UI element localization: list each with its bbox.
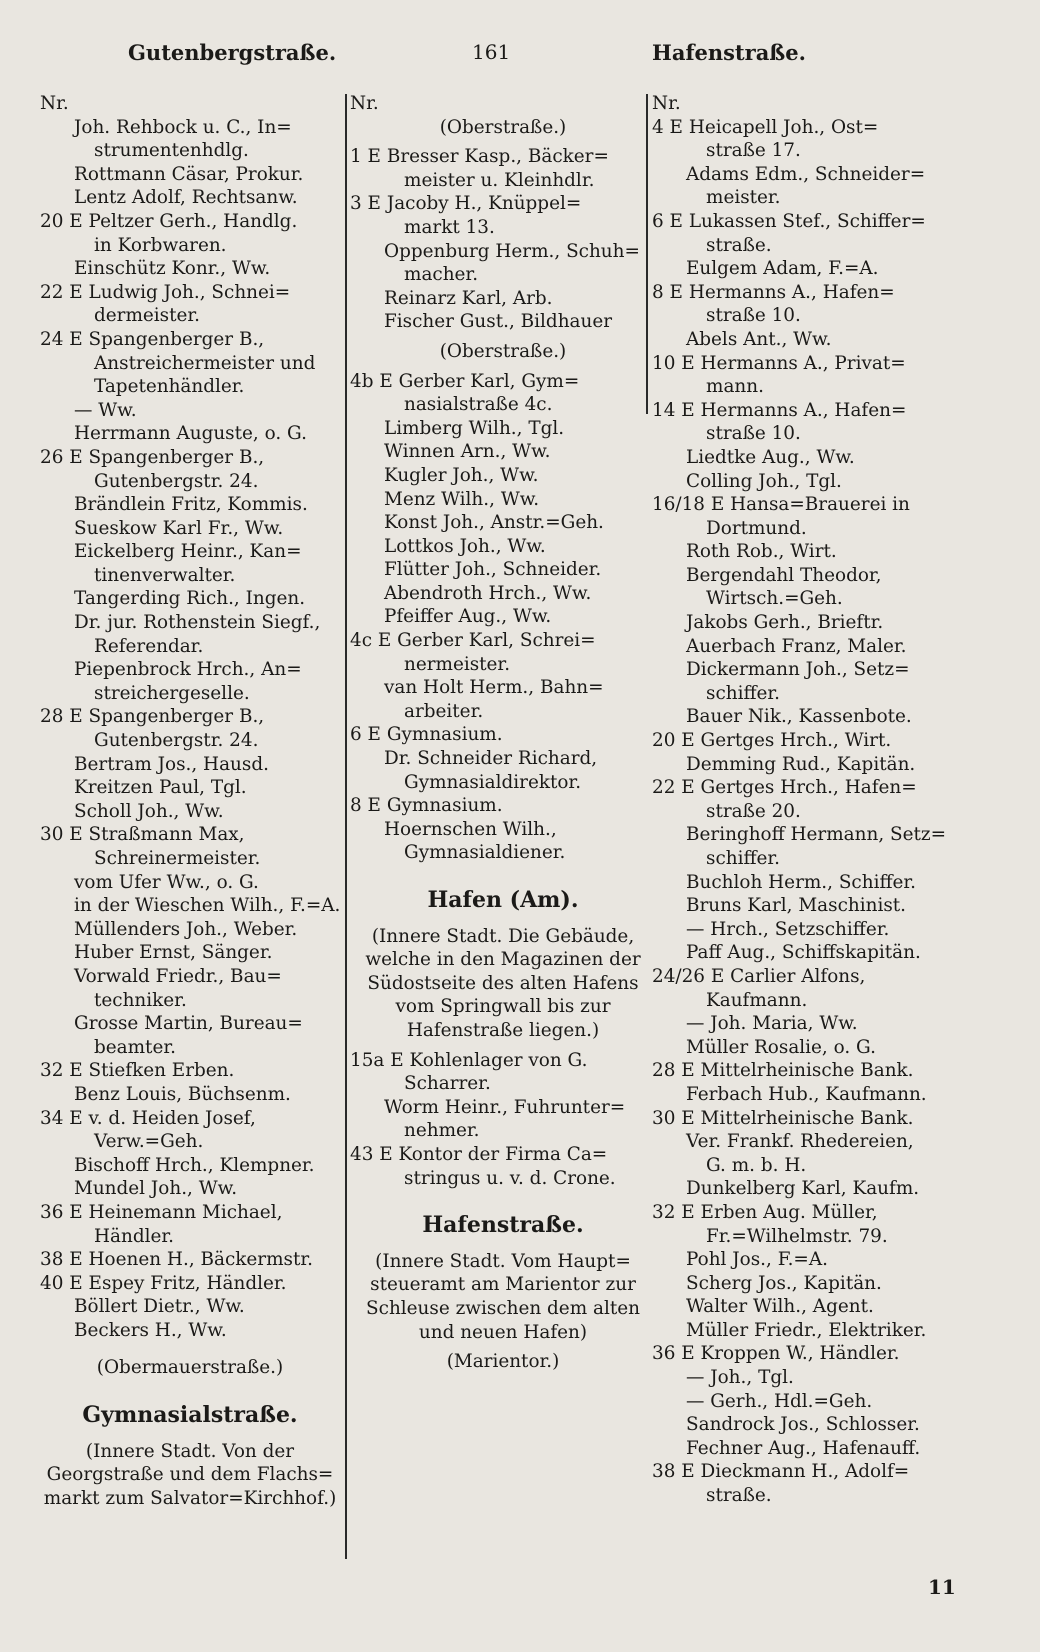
directory-entry: Konst Joh., Anstr.=Geh.: [384, 512, 604, 534]
directory-entry: 6 E Lukassen Stef., Schiffer=: [652, 210, 926, 232]
directory-entry: tinenverwalter.: [94, 564, 236, 586]
directory-entry: Schreinermeister.: [94, 848, 261, 869]
directory-entry: Scherg Jos., Kapitän.: [686, 1272, 882, 1294]
directory-entry: 30 E Mittelrheinische Bank.: [652, 1107, 914, 1129]
directory-entry: in der Wieschen Wilh., F.=A.: [74, 895, 340, 917]
directory-entry: Joh. Rehbock u. C., In=: [74, 116, 292, 138]
directory-entry: Adams Edm., Schneider=: [686, 163, 926, 185]
directory-entry: nermeister.: [404, 653, 511, 675]
directory-entry: 32 E Erben Aug. Müller,: [652, 1201, 878, 1223]
directory-entry: straße 10.: [706, 423, 801, 445]
directory-entry: macher.: [404, 264, 479, 286]
directory-entry: Huber Ernst, Sänger.: [74, 942, 273, 964]
directory-entry: Abendroth Hrch., Ww.: [384, 582, 592, 604]
directory-entry: Dr. Schneider Richard,: [384, 748, 598, 770]
directory-entry: 40 E Espey Fritz, Händler.: [40, 1272, 287, 1294]
directory-entry: 38 E Dieckmann H., Adolf=: [652, 1461, 910, 1483]
directory-entry: Hoernschen Wilh.,: [384, 818, 557, 840]
directory-entry: Demming Rud., Kapitän.: [686, 753, 916, 775]
directory-entry: Fr.=Wilhelmstr. 79.: [706, 1225, 888, 1247]
page-number: 161: [472, 40, 511, 64]
directory-entry: 15a E Kohlenlager von G.: [350, 1049, 588, 1071]
directory-entry: 30 E Straßmann Max,: [40, 824, 245, 846]
directory-entry: Bauer Nik., Kassenbote.: [686, 706, 912, 728]
directory-entry: Kreitzen Paul, Tgl.: [74, 777, 247, 799]
directory-entry: 4 E Heicapell Joh., Ost=: [652, 116, 879, 138]
directory-entry: Vorwald Friedr., Bau=: [74, 965, 282, 987]
running-header-right: Hafenstraße.: [652, 40, 806, 65]
street-note: vom Springwall bis zur: [395, 996, 611, 1018]
directory-entry: Gutenbergstr. 24.: [94, 730, 259, 752]
column-divider-1: [345, 94, 347, 1559]
directory-entry: Ferbach Hub., Kaufmann.: [686, 1083, 927, 1105]
directory-entry: Benz Louis, Büchsenm.: [74, 1083, 291, 1105]
street-note: (Innere Stadt. Von der: [85, 1440, 295, 1462]
directory-entry: Dr. jur. Rothenstein Siegf.,: [74, 612, 321, 634]
column-1: [40, 92, 340, 1510]
directory-entry: Piepenbrock Hrch., An=: [74, 659, 302, 681]
directory-entry: van Holt Herm., Bahn=: [384, 677, 604, 699]
directory-entry: Beringhoff Hermann, Setz=: [686, 824, 946, 846]
directory-entry: 34 E v. d. Heiden Josef,: [40, 1107, 256, 1129]
directory-entry: Dortmund.: [706, 517, 807, 539]
directory-entry: Pohl Jos., F.=A.: [686, 1249, 828, 1271]
directory-entry: Müller Friedr., Elektriker.: [686, 1319, 927, 1341]
directory-entry: 36 E Kroppen W., Händler.: [652, 1343, 900, 1365]
directory-entry: Lottkos Joh., Ww.: [384, 535, 546, 557]
street-heading: Hafenstraße.: [422, 1214, 584, 1238]
directory-entry: straße 20.: [706, 800, 801, 822]
street-note: (Marientor.): [446, 1351, 560, 1373]
directory-entry: Kaufmann.: [706, 989, 808, 1011]
directory-entry: Grosse Martin, Bureau=: [74, 1013, 303, 1035]
street-note: (Obermauerstraße.): [96, 1357, 284, 1379]
street-note: (Innere Stadt. Die Gebäude,: [371, 925, 635, 947]
directory-entry: Gymnasialdirektor.: [404, 771, 582, 793]
directory-entry: Böllert Dietr., Ww.: [74, 1296, 245, 1318]
directory-entry: 22 E Ludwig Joh., Schnei=: [40, 281, 291, 303]
directory-entry: 16/18 E Hansa=Brauerei in: [652, 494, 910, 516]
directory-entry: 24/26 E Carlier Alfons,: [652, 965, 866, 987]
street-note: und neuen Hafen): [418, 1321, 588, 1343]
directory-entry: Flütter Joh., Schneider.: [384, 559, 602, 581]
directory-entry: Scholl Joh., Ww.: [74, 800, 224, 822]
sheet-signature: 11: [928, 1575, 956, 1599]
directory-entry: Rottmann Cäsar, Prokur.: [74, 163, 304, 185]
directory-entry: 8 E Hermanns A., Hafen=: [652, 281, 895, 303]
directory-entry: arbeiter.: [404, 700, 484, 722]
directory-entry: Herrmann Auguste, o. G.: [74, 423, 307, 445]
street-note: Schleuse zwischen dem alten: [366, 1297, 640, 1319]
directory-entry: techniker.: [94, 989, 187, 1011]
directory-entry: — Hrch., Setzschiffer.: [686, 918, 890, 940]
directory-entry: Lentz Adolf, Rechtsanw.: [74, 187, 298, 209]
directory-entry: Colling Joh., Tgl.: [686, 470, 842, 492]
directory-entry: Müllenders Joh., Weber.: [74, 918, 298, 940]
directory-entry: Händler.: [94, 1225, 175, 1247]
directory-entry: — Gerh., Hdl.=Geh.: [686, 1390, 873, 1412]
directory-entry: Roth Rob., Wirt.: [686, 541, 837, 563]
column-2: [350, 92, 656, 1374]
directory-entry: Fechner Aug., Hafenauff.: [686, 1437, 921, 1459]
directory-entry: Walter Wilh., Agent.: [686, 1296, 874, 1318]
directory-entry: Nr.: [40, 93, 69, 114]
street-note: welche in den Magazinen der: [365, 949, 641, 971]
directory-entry: Müller Rosalie, o. G.: [686, 1036, 876, 1058]
directory-entry: 4b E Gerber Karl, Gym=: [350, 370, 580, 392]
directory-entry: Anstreichermeister und: [94, 352, 316, 374]
directory-entry: Gutenbergstr. 24.: [94, 470, 259, 492]
directory-entry: Tapetenhändler.: [94, 376, 245, 398]
directory-entry: Pfeiffer Aug., Ww.: [384, 606, 552, 628]
directory-entry: 28 E Mittelrheinische Bank.: [652, 1060, 914, 1082]
directory-entry: Dunkelberg Karl, Kaufm.: [686, 1178, 920, 1200]
directory-entry: Wirtsch.=Geh.: [706, 588, 843, 610]
directory-entry: mann.: [706, 376, 764, 398]
directory-entry: 36 E Heinemann Michael,: [40, 1201, 283, 1223]
directory-entry: straße.: [706, 1485, 772, 1507]
directory-entry: Jakobs Gerh., Brieftr.: [686, 612, 884, 634]
directory-entry: 8 E Gymnasium.: [350, 795, 503, 817]
directory-entry: Worm Heinr., Fuhrunter=: [384, 1096, 626, 1118]
street-heading: Hafen (Am).: [427, 889, 579, 913]
directory-entry: Reinarz Karl, Arb.: [384, 287, 553, 309]
directory-entry: 20 E Gertges Hrch., Wirt.: [652, 730, 892, 752]
directory-entry: Beckers H., Ww.: [74, 1319, 227, 1341]
directory-entry: Buchloh Herm., Schiffer.: [686, 871, 917, 893]
directory-entry: 26 E Spangenberger B.,: [40, 446, 265, 468]
street-note: Hafenstraße liegen.): [406, 1019, 600, 1041]
directory-entry: 28 E Spangenberger B.,: [40, 706, 265, 728]
directory-entry: 22 E Gertges Hrch., Hafen=: [652, 777, 917, 799]
directory-entry: nasialstraße 4c.: [404, 394, 553, 416]
directory-entry: Winnen Arn., Ww.: [384, 441, 551, 463]
directory-entry: schiffer.: [706, 682, 781, 704]
directory-entry: 24 E Spangenberger B.,: [40, 328, 265, 350]
directory-entry: nehmer.: [404, 1120, 480, 1142]
directory-entry: Gymnasialdiener.: [404, 842, 566, 864]
directory-entry: markt 13.: [404, 216, 495, 238]
directory-entry: straße.: [706, 234, 772, 256]
directory-entry: Eickelberg Heinr., Kan=: [74, 541, 302, 563]
directory-entry: Sandrock Jos., Schlosser.: [686, 1414, 920, 1436]
directory-entry: 14 E Hermanns A., Hafen=: [652, 399, 907, 421]
street-note: Georgstraße und dem Flachs=: [46, 1464, 334, 1486]
directory-entry: Limberg Wilh., Tgl.: [384, 417, 565, 439]
directory-entry: Nr.: [652, 93, 681, 114]
directory-entry: — Ww.: [74, 399, 137, 421]
directory-entry: Liedtke Aug., Ww.: [686, 446, 855, 468]
directory-entry: in Korbwaren.: [94, 234, 227, 256]
directory-entry: G. m. b. H.: [706, 1154, 807, 1176]
directory-entry: Nr.: [350, 93, 379, 114]
directory-entry: Oppenburg Herm., Schuh=: [384, 240, 640, 262]
directory-entry: Eulgem Adam, F.=A.: [686, 258, 879, 280]
street-note: (Oberstraße.): [439, 340, 567, 362]
directory-entry: meister u. Kleinhdlr.: [404, 169, 595, 191]
directory-entry: Dickermann Joh., Setz=: [686, 659, 910, 681]
directory-entry: 1 E Bresser Kasp., Bäcker=: [350, 146, 609, 168]
directory-entry: Kugler Joh., Ww.: [384, 464, 539, 486]
directory-entry: Mundel Joh., Ww.: [74, 1178, 238, 1200]
directory-entry: straße 10.: [706, 305, 801, 327]
street-note: (Oberstraße.): [439, 116, 567, 138]
directory-entry: Paff Aug., Schiffskapitän.: [686, 942, 921, 964]
directory-entry: 4c E Gerber Karl, Schrei=: [350, 630, 596, 652]
directory-entry: Bertram Jos., Hausd.: [74, 753, 269, 775]
directory-entry: Referendar.: [94, 635, 204, 657]
spacer: [40, 1342, 340, 1356]
directory-entry: Auerbach Franz, Maler.: [686, 635, 907, 657]
directory-entry: stringus u. v. d. Crone.: [404, 1167, 616, 1189]
directory-entry: — Joh. Maria, Ww.: [686, 1013, 858, 1035]
directory-entry: vom Ufer Ww., o. G.: [74, 871, 259, 893]
directory-entry: — Joh., Tgl.: [686, 1367, 794, 1389]
directory-entry: Verw.=Geh.: [94, 1131, 204, 1153]
directory-entry: 6 E Gymnasium.: [350, 724, 503, 746]
column-3: [652, 92, 964, 1508]
directory-entry: Scharrer.: [404, 1073, 491, 1095]
directory-entry: Brändlein Fritz, Kommis.: [74, 494, 308, 516]
directory-entry: dermeister.: [94, 305, 200, 327]
directory-entry: meister.: [706, 187, 781, 209]
street-note: Südostseite des alten Hafens: [367, 972, 639, 994]
directory-entry: schiffer.: [706, 848, 781, 869]
directory-entry: 10 E Hermanns A., Privat=: [652, 352, 906, 374]
directory-entry: Fischer Gust., Bildhauer: [384, 311, 613, 333]
street-note: markt zum Salvator=Kirchhof.): [43, 1487, 337, 1509]
directory-entry: 3 E Jacoby H., Knüppel=: [350, 193, 582, 215]
running-header-left: Gutenbergstraße.: [128, 40, 337, 65]
directory-entry: 20 E Peltzer Gerh., Handlg.: [40, 210, 298, 232]
directory-entry: 32 E Stiefken Erben.: [40, 1060, 235, 1082]
directory-entry: Menz Wilh., Ww.: [384, 488, 540, 510]
directory-entry: Tangerding Rich., Ingen.: [74, 588, 306, 610]
street-heading: Gymnasialstraße.: [82, 1404, 298, 1428]
directory-entry: Einschütz Konr., Ww.: [74, 258, 271, 280]
directory-entry: Sueskow Karl Fr., Ww.: [74, 517, 284, 539]
street-note: (Innere Stadt. Vom Haupt=: [375, 1250, 631, 1272]
directory-entry: beamter.: [94, 1036, 176, 1058]
directory-entry: Bischoff Hrch., Klempner.: [74, 1154, 315, 1176]
directory-entry: Abels Ant., Ww.: [686, 328, 832, 350]
directory-entry: 43 E Kontor der Firma Ca=: [350, 1143, 608, 1165]
directory-entry: strumentenhdlg.: [94, 140, 249, 162]
directory-entry: Bruns Karl, Maschinist.: [686, 895, 907, 917]
directory-entry: 38 E Hoenen H., Bäckermstr.: [40, 1249, 313, 1271]
directory-entry: straße 17.: [706, 140, 801, 162]
directory-entry: streichergeselle.: [94, 682, 250, 704]
directory-entry: Ver. Frankf. Rhedereien,: [686, 1131, 914, 1153]
directory-entry: Bergendahl Theodor,: [686, 564, 882, 586]
street-note: steueramt am Marientor zur: [370, 1274, 636, 1296]
